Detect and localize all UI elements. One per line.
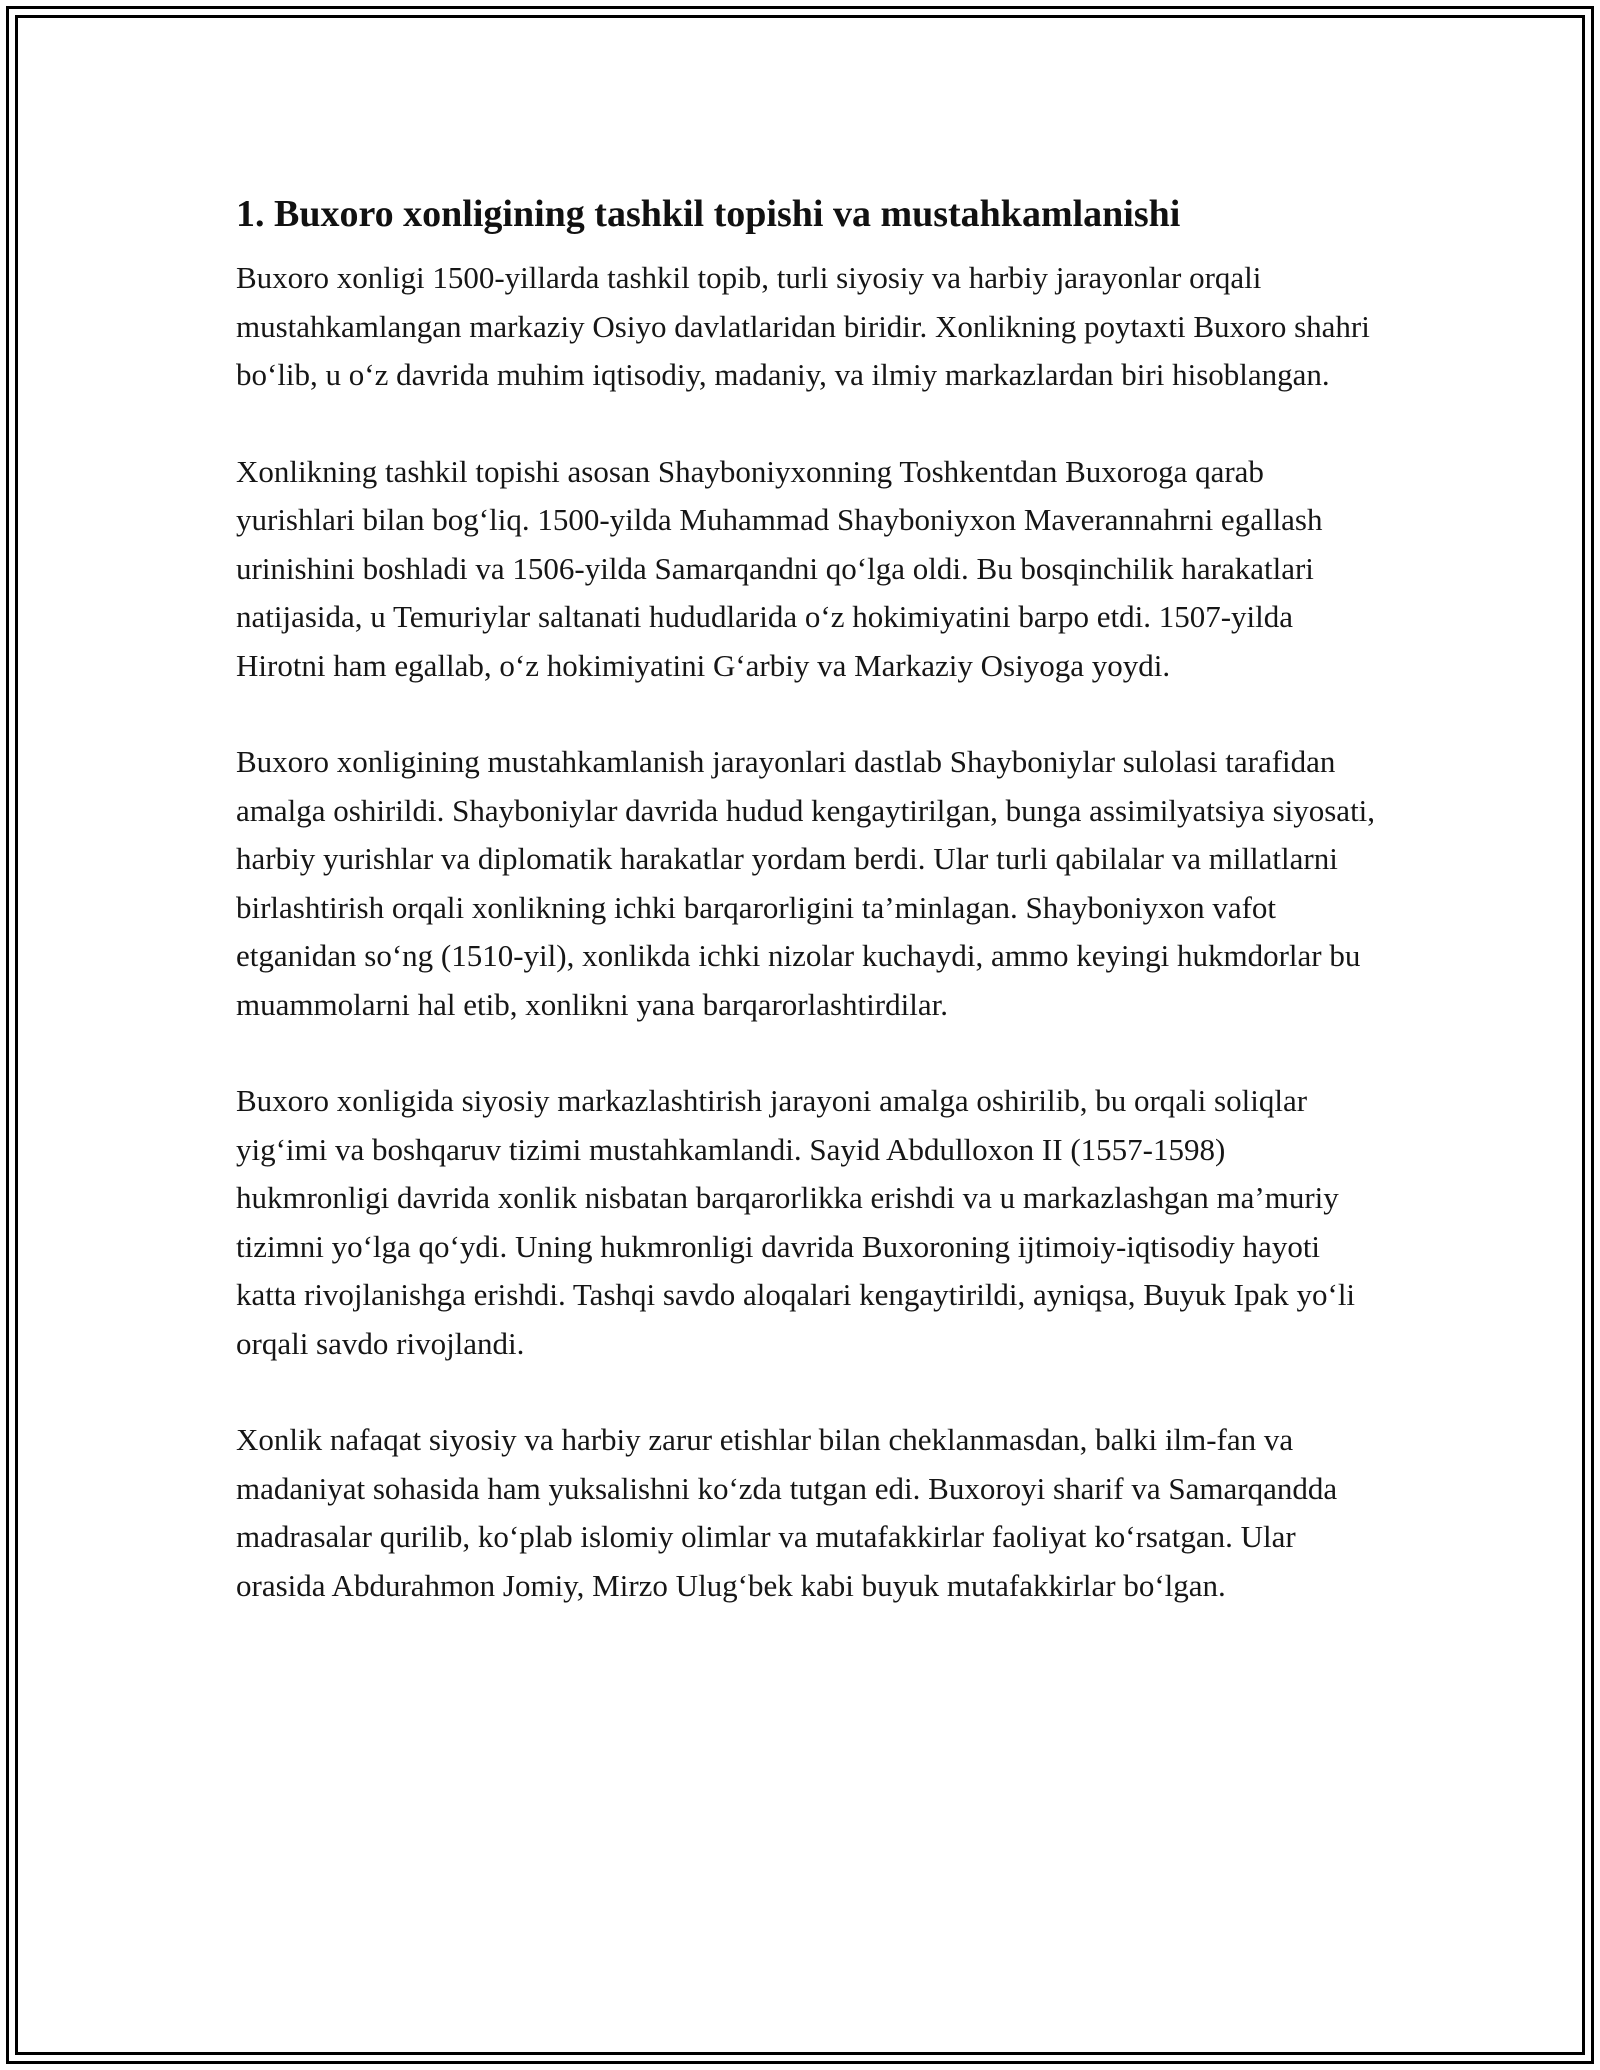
paragraph-3: Buxoro xonligining mustahkamlanish jarayonlari dastlab Shayboniylar sulolasi tarafidan amalga oshirildi. Shayboniylar davrida hudud kengaytirilgan, bunga assimilyatsiya siyosati, harbiy yurishlar va diplomatik harakatlar yordam berdi. Ular turli qabilalar va millatlarni birlashtirish orqali xonlikning ichki barqarorligini ta’minlagan. Shayboniyxon vafot etganidan so‘ng (1510-yil), xonlikda ichki nizolar kuchaydi, ammo keyingi hukmdorlar bu muammolarni hal etib, xonlikni yana barqarorlashtirdilar.	[236, 744, 1376, 1022]
paragraph-5: Xonlik nafaqat siyosiy va harbiy zarur etishlar bilan cheklanmasdan, balki ilm-fan va madaniyat sohasida ham yuksalishni ko‘zda tutgan edi. Buxoroyi sharif va Samarqandda madrasalar qurilib, ko‘plab islomiy olimlar va mutafakkirlar faoliyat ko‘rsatgan. Ular orasida Abdurahmon Jomiy, Mirzo Ulug‘bek kabi buyuk mutafakkirlar bo‘lgan.	[236, 1422, 1338, 1603]
paragraph-4: Buxoro xonligida siyosiy markazlashtirish jarayoni amalga oshirilib, bu orqali soliqlar yig‘imi va boshqaruv tizimi mustahkamlandi. Sayid Abdulloxon II (1557-1598) hukmronligi davrida xonlik nisbatan barqarorlikka erishdi va u markazlashgan ma’muriy tizimni yo‘lga qo‘ydi. Uning hukmronligi davrida Buxoroning ijtimoiy-iqtisodiy hayoti katta rivojlanishga erishdi. Tashqi savdo aloqalari kengaytirildi, ayniqsa, Buyuk Ipak yo‘li orqali savdo rivojlandi.	[236, 1083, 1356, 1361]
document-body	[236, 186, 1386, 1610]
section-heading: 1. Buxoro xonligining tashkil topishi va mustahkamlanishi	[236, 193, 1181, 235]
paragraph-2: Xonlikning tashkil topishi asosan Shayboniyxonning Toshkentdan Buxoroga qarab yurishlari bilan bog‘liq. 1500-yilda Muhammad Shayboniyxon Maverannahrni egallash urinishini boshladi va 1506-yilda Samarqandni qo‘lga oldi. Bu bosqinchilik harakatlari natijasida, u Temuriylar saltanati hududlarida o‘z hokimiyatini barpo etdi. 1507-yilda Hirotni ham egallab, o‘z hokimiyatini G‘arbiy va Markaziy Osiyoga yoydi.	[236, 453, 1323, 683]
paragraph-1: Buxoro xonligi 1500-yillarda tashkil topib, turli siyosiy va harbiy jarayonlar orqali mustahkamlangan markaziy Osiyo davlatlaridan biridir. Xonlikning poytaxti Buxoro shahri bo‘lib, u o‘z davrida muhim iqtisodiy, madaniy, va ilmiy markazlardan biri hisoblangan.	[236, 260, 1370, 392]
